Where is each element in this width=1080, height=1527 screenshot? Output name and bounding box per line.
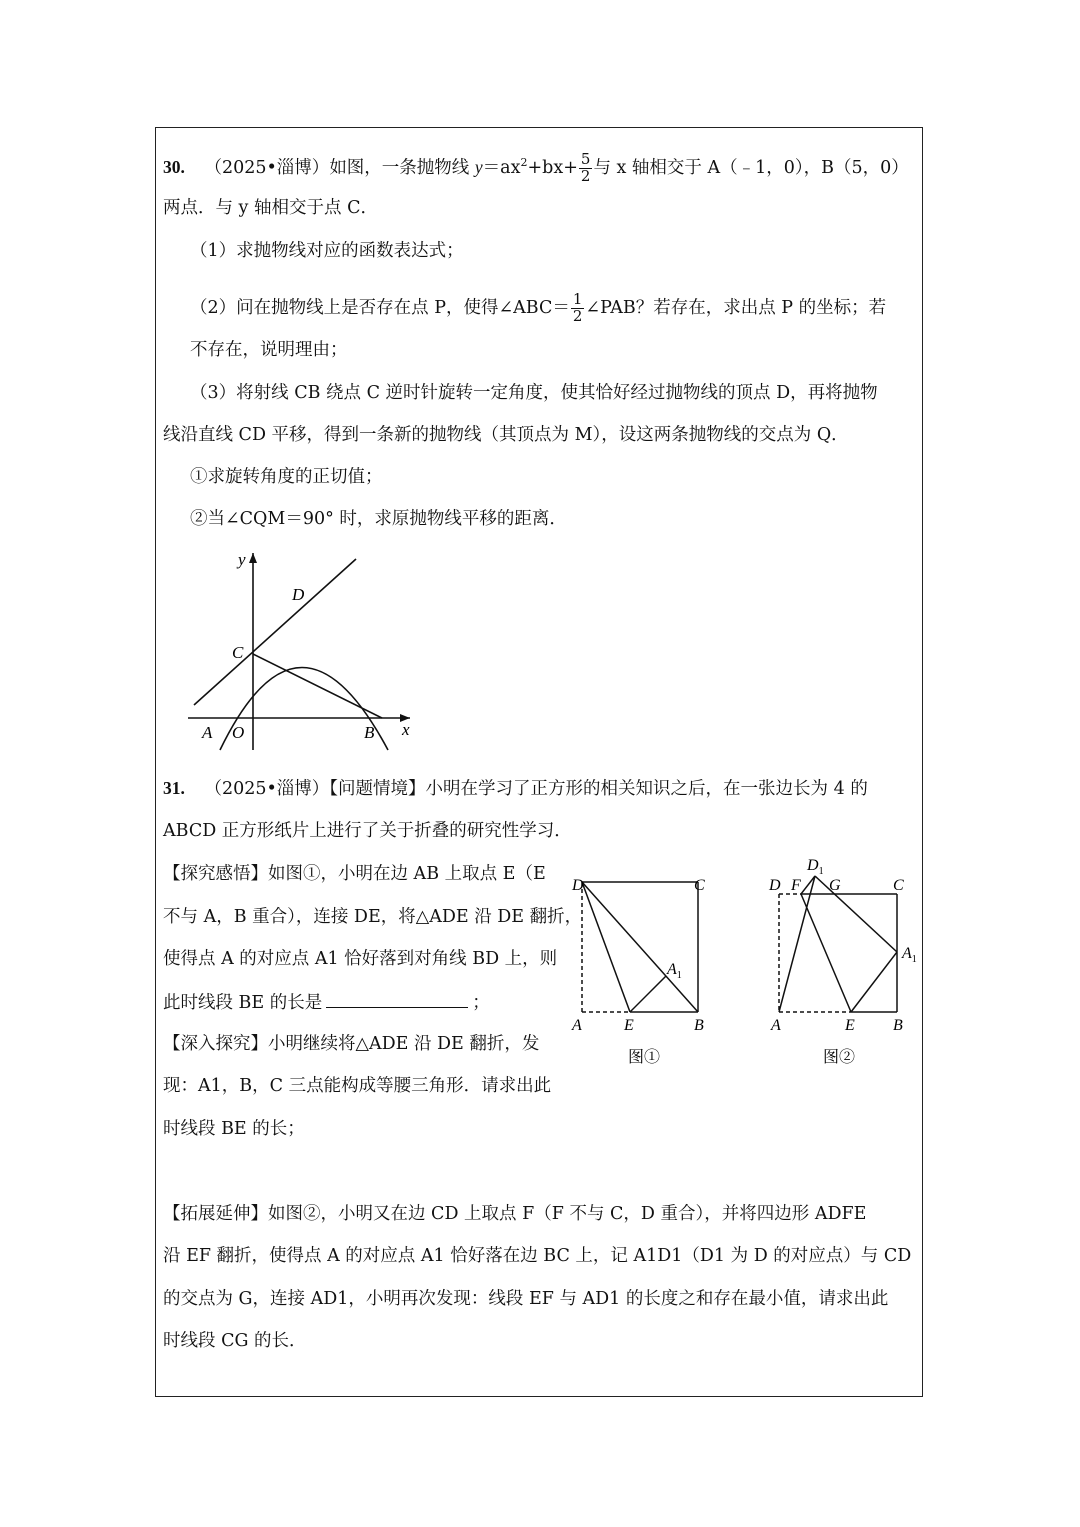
fig2-label-b: B (893, 1017, 903, 1034)
q30-part2-frac-num: 1 (572, 290, 583, 308)
q31-deep1: 【深入探究】小明继续将△ADE 沿 DE 翻折，发 (163, 1034, 540, 1054)
fig30-label-x: x (402, 720, 410, 739)
q30-source: （2025•淄博） (204, 157, 330, 178)
q30-eq-rest: ＝ax (482, 157, 521, 178)
fig1-caption: 图① (628, 1049, 661, 1066)
fig2-line-ea1 (851, 952, 897, 1012)
q30-part3-a: （3）将射线 CB 绕点 C 逆时针旋转一定角度，使其恰好经过抛物线的顶点 D，再将抛物 (190, 383, 878, 403)
q31-figure-2 (765, 852, 925, 1072)
q31-explore3: 使得点 A 的对应点 A1 恰好落到对角线 BD 上，则 (163, 949, 558, 969)
line-cd (194, 559, 356, 705)
fig2-label-a1 (901, 945, 917, 965)
q31-explore4-b: ； (472, 993, 490, 1013)
q31-deep3: 时线段 BE 的长； (163, 1119, 305, 1139)
q30-parabola-figure (180, 545, 420, 755)
fig1-line-ea1 (630, 976, 666, 1012)
q31-number: 31. (163, 778, 185, 798)
q30-line2: 两点．与 y 轴相交于点 C． (163, 198, 378, 218)
line-cb (253, 654, 382, 718)
q31-explore4 (163, 993, 490, 1013)
q31-explore1: 【探究感悟】如图①，小明在边 AB 上取点 E（E (163, 864, 546, 884)
q31-line1 (163, 780, 868, 799)
q30-part1: （1）求抛物线对应的函数表达式； (190, 241, 464, 261)
fig1-label-a1-sub: 1 (676, 970, 682, 981)
fig2-label-d1-letter: D (807, 857, 819, 874)
fig1-label-a1-letter: A (667, 961, 677, 978)
fig2-label-a1-letter: A (902, 945, 912, 962)
fig2-line-ad1 (779, 876, 815, 1012)
q30-fraction (579, 152, 593, 185)
q31-deep2: 现：A1，B，C 三点能构成等腰三角形．请求出此 (163, 1076, 552, 1096)
fig1-diagonal-db (582, 882, 698, 1012)
fig30-label-c: C (232, 643, 244, 662)
q30-part2-frac-den: 2 (572, 306, 583, 325)
q30-part2-a: （2）问在抛物线上是否存在点 P，使得∠ABC＝ (190, 297, 570, 318)
fig1-label-d: D (572, 877, 584, 894)
fig2-line-a1d1 (815, 876, 897, 952)
fig2-label-d: D (769, 877, 781, 894)
fig1-label-c: C (694, 877, 705, 894)
answer-blank[interactable] (326, 993, 468, 1008)
fig2-label-g: G (829, 877, 841, 894)
fig1-label-b: B (694, 1017, 704, 1034)
fig2-label-c: C (893, 877, 904, 894)
q31-figure-1 (568, 862, 728, 1072)
fig1-line-de (582, 882, 630, 1012)
q30-part3-d: ②当∠CQM＝90° 时，求原抛物线平移的距离． (190, 509, 567, 529)
q30-frac-num: 5 (580, 150, 591, 168)
q30-eq-y: y (474, 156, 483, 177)
q31-header: （2025•淄博）【问题情境】小明在学习了正方形的相关知识之后，在一张边长为 4 的 (204, 779, 868, 799)
q31-ext3: 的交点为 G，连接 AD1，小明再次发现：线段 EF 与 AD1 的长度之和存在最小值，请求出此 (163, 1289, 889, 1309)
q31-ext4: 时线段 CG 的长． (163, 1331, 307, 1351)
q30-part2 (190, 292, 886, 325)
q30-intro: 如图，一条抛物线 (329, 157, 470, 178)
q31-explore2: 不与 A，B 重合），连接 DE，将△ADE 沿 DE 翻折， (163, 907, 583, 927)
q30-line1 (163, 152, 909, 185)
fig30-label-b: B (364, 723, 375, 742)
fig2-label-a: A (771, 1017, 781, 1034)
fig30-label-a: A (202, 723, 213, 742)
fig2-label-f: F (791, 877, 801, 894)
fig2-label-d1-sub: 1 (818, 866, 824, 877)
q31-line2: ABCD 正方形纸片上进行了关于折叠的研究性学习． (163, 821, 572, 841)
q30-part3-c: ①求旋转角度的正切值； (190, 467, 383, 487)
q30-number: 30. (163, 156, 185, 177)
q30-part2-fraction (571, 292, 585, 325)
fig2-label-a1-sub: 1 (911, 954, 917, 965)
y-axis-arrow (249, 553, 257, 563)
fig30-label-o: O (232, 723, 245, 742)
fig2-label-e: E (845, 1017, 855, 1034)
q30-frac-den: 2 (580, 166, 591, 185)
fig2-line-fe (801, 894, 851, 1012)
fig1-label-a: A (572, 1017, 582, 1034)
q30-eq-exp: 2 (520, 155, 528, 169)
fig30-label-y: y (238, 550, 246, 569)
q30-part2-c: 不存在，说明理由； (190, 340, 348, 360)
q31-ext1: 【拓展延伸】如图②，小明又在边 CD 上取点 F（F 不与 C，D 重合），并将四边形 ADFE (163, 1204, 867, 1224)
q30-eq-bx: +bx+ (527, 157, 578, 178)
fig1-label-e: E (624, 1017, 634, 1034)
fig2-label-d1 (806, 857, 824, 877)
q30-part3-b: 线沿直线 CD 平移，得到一条新的抛物线（其顶点为 M），设这两条抛物线的交点为 Q． (163, 425, 849, 445)
fig2-caption: 图② (823, 1049, 856, 1066)
q30-intersect: 与 x 轴相交于 A（﹣1，0），B（5，0） (593, 157, 909, 178)
fig30-label-d: D (292, 585, 305, 604)
q30-part2-b: ∠PAB？若存在，求出点 P 的坐标；若 (585, 297, 887, 318)
q31-ext2: 沿 EF 翻折，使得点 A 的对应点 A1 恰好落在边 BC 上，记 A1D1（D1 为 D 的对应点）与 CD (163, 1246, 912, 1266)
q31-explore4-a: 此时线段 BE 的长是 (163, 993, 323, 1013)
